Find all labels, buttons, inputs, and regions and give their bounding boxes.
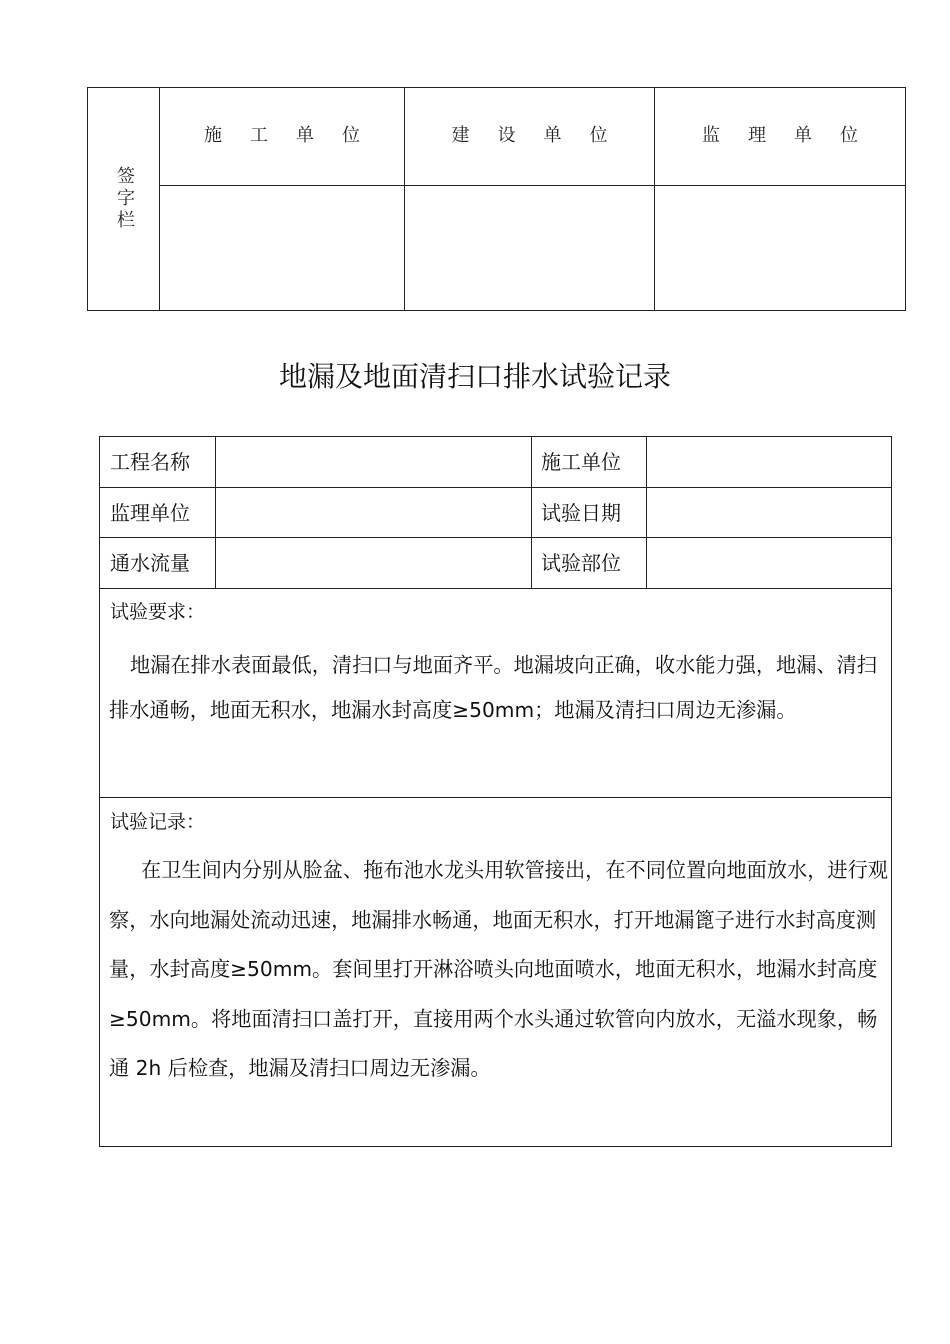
signature-field-construction[interactable] bbox=[160, 186, 404, 310]
signature-row-label-text: 签字栏 bbox=[114, 166, 135, 232]
signature-field-owner[interactable] bbox=[405, 186, 654, 310]
record-text: 在卫生间内分别从脸盆、拖布池水龙头用软管接出，在不同位置向地面放水，进行观察，水向地漏处流动迅速，地漏排水畅通，地面无积水，打开地漏篦子进行水封高度测量，水封高度≥50mm。套间里打开淋浴喷头向地面喷水，地面无积水，地漏水封高度≥50mm。将地面清扫口盖打开，直接用两个水头通过软管向内放水，无溢水现象，畅通 2h 后检查，地漏及清扫口周边无渗漏。 bbox=[109, 858, 888, 1080]
water-flow-field[interactable] bbox=[216, 538, 531, 588]
test-date-label: 试验日期 bbox=[541, 501, 621, 525]
test-record-table bbox=[99, 436, 892, 1147]
divider bbox=[531, 437, 532, 588]
project-name-label: 工程名称 bbox=[110, 450, 190, 474]
water-flow-label: 通水流量 bbox=[110, 551, 190, 575]
requirements-heading: 试验要求： bbox=[110, 601, 206, 623]
signature-table bbox=[87, 87, 906, 311]
requirements-text: 地漏在排水表面最低，清扫口与地面齐平。地漏坡向正确，收水能力强，地漏、清扫排水通畅，地面无积水，地漏水封高度≥50mm；地漏及清扫口周边无渗漏。 bbox=[109, 653, 877, 722]
supervision-unit-label: 监理单位 bbox=[110, 501, 190, 525]
signature-row-label bbox=[88, 88, 160, 310]
record-heading: 试验记录： bbox=[110, 811, 206, 833]
test-location-field[interactable] bbox=[647, 538, 891, 588]
signature-column-supervision: 监理单位 bbox=[702, 125, 886, 146]
divider bbox=[100, 797, 891, 798]
signature-column-owner: 建设单位 bbox=[451, 125, 636, 146]
signature-column-construction: 施工单位 bbox=[204, 125, 388, 146]
divider bbox=[100, 588, 891, 589]
test-location-label: 试验部位 bbox=[541, 551, 621, 575]
project-name-field[interactable] bbox=[216, 437, 531, 487]
page-title: 地漏及地面清扫口排水试验记录 bbox=[278, 360, 671, 393]
construction-unit-field[interactable] bbox=[647, 437, 891, 487]
signature-field-supervision[interactable] bbox=[655, 186, 905, 310]
test-date-field[interactable] bbox=[647, 488, 891, 538]
construction-unit-label: 施工单位 bbox=[541, 450, 621, 474]
supervision-unit-field[interactable] bbox=[216, 488, 531, 538]
